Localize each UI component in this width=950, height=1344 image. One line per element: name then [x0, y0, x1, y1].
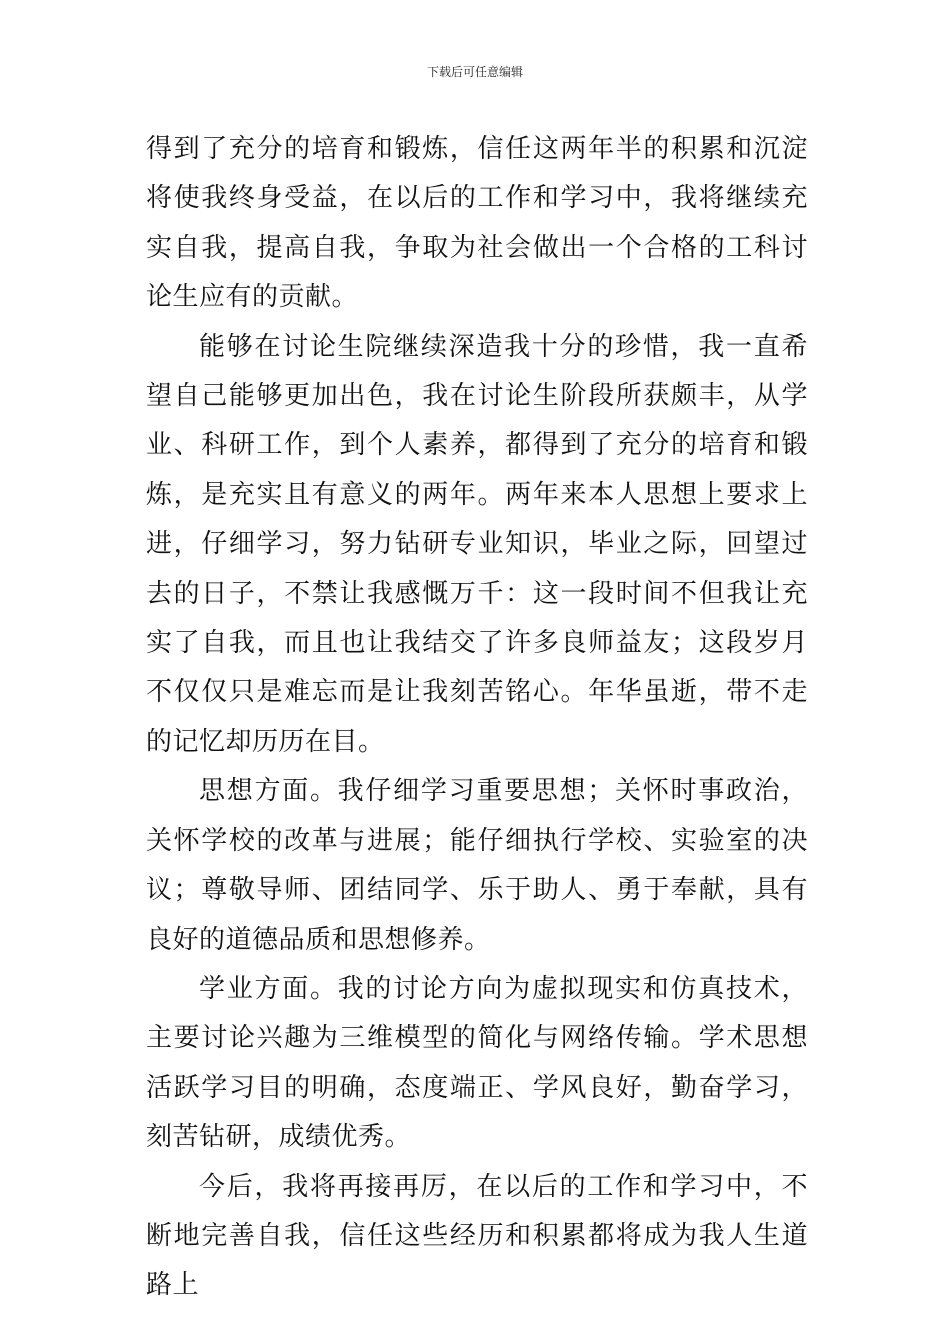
- paragraph-5: 今后，我将再接再厉，在以后的工作和学习中，不断地完善自我，信任这些经历和积累都将成为我人生道路上: [146, 1171, 808, 1301]
- paragraph-2: 能够在讨论生院继续深造我十分的珍惜，我一直希望自己能够更加出色，我在讨论生阶段所获颇丰，从学业、科研工作，到个人素养，都得到了充分的培育和锻炼，是充实且有意义的两年。两年来本人思想上要求上进，仔细学习，努力钻研专业知识，毕业之际，回望过去的日子，不禁让我感慨万千：这一段时间不但我让充实了自我，而且也让我结交了许多良师益友；这段岁月不仅仅只是难忘而是让我刻苦铭心。年华虽逝，带不走的记忆却历历在目。: [146, 331, 808, 757]
- page-header: 下载后可任意编辑: [426, 65, 523, 79]
- paragraph-1: 得到了充分的培育和锻炼，信任这两年半的积累和沉淀将使我终身受益，在以后的工作和学习中，我将继续充实自我，提高自我，争取为社会做出一个合格的工科讨论生应有的贡献。: [146, 134, 808, 313]
- paragraph-3: 思想方面。我仔细学习重要思想；关怀时事政治，关怀学校的改革与进展；能仔细执行学校、实验室的决议；尊敬导师、团结同学、乐于助人、勇于奉献，具有良好的道德品质和思想修养。: [146, 776, 808, 955]
- paragraph-4: 学业方面。我的讨论方向为虚拟现实和仿真技术，主要讨论兴趣为三维模型的简化与网络传输。学术思想活跃学习目的明确，态度端正、学风良好，勤奋学习，刻苦钻研，成绩优秀。: [146, 973, 808, 1153]
- document-body: [146, 125, 808, 1311]
